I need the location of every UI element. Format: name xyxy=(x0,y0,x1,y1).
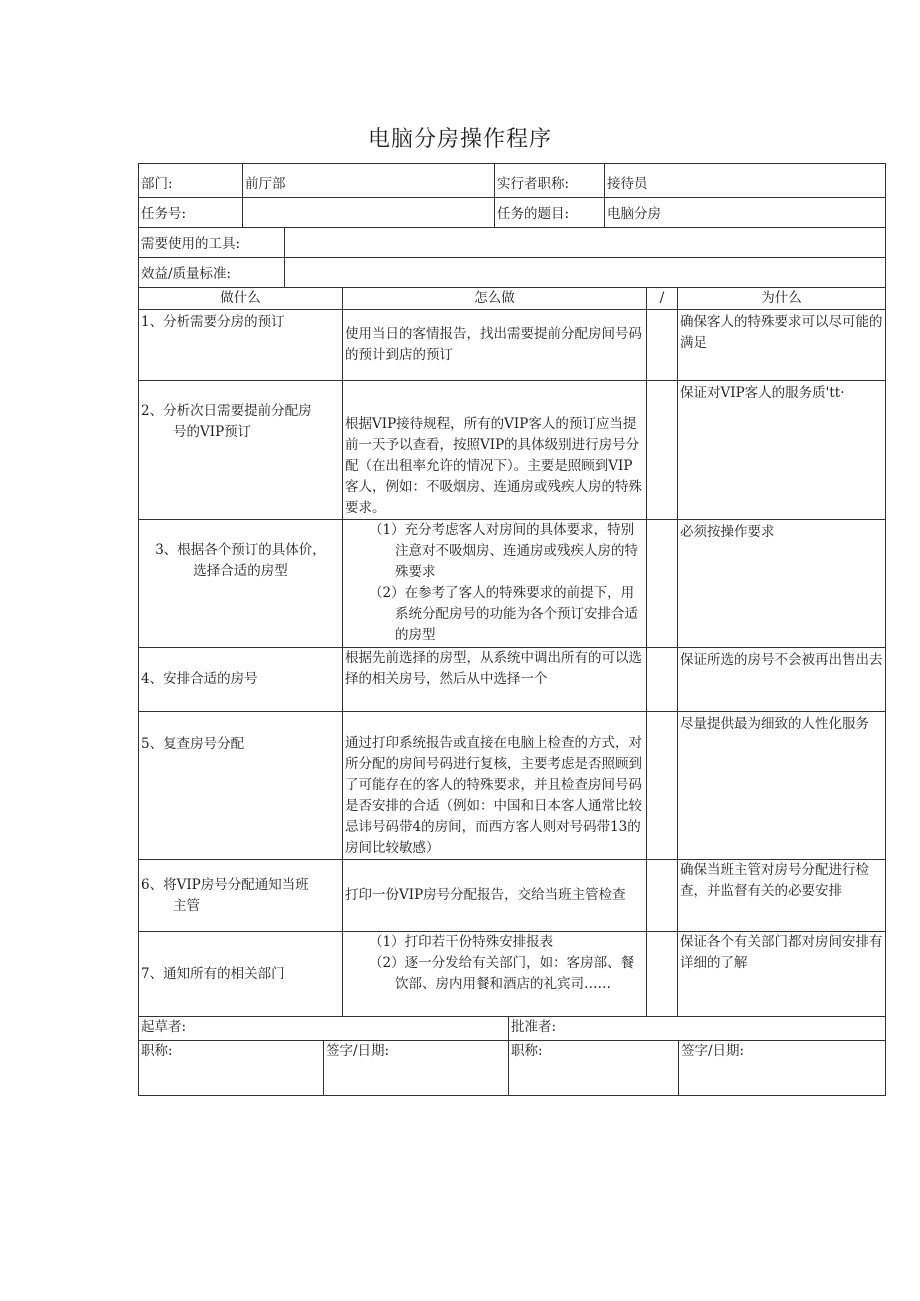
step-row-5 xyxy=(139,712,886,860)
quality-value xyxy=(285,258,886,288)
step-what xyxy=(139,520,343,648)
steps-table xyxy=(138,287,886,1017)
step-what: 1、分析需要分房的预订 xyxy=(139,310,343,381)
step-mark xyxy=(647,520,678,648)
step-how xyxy=(343,932,647,1017)
step-how-item: （2）在参考了客人的特殊要求的前提下，用系统分配房号的功能为各个预订安排合适的房型 xyxy=(369,585,638,643)
page-title: 电脑分房操作程序 xyxy=(367,127,552,152)
step-how-item: （1）充分考虑客人对房间的具体要求，特别注意对不吸烟房、连通房或残疾人房的特殊要求 xyxy=(369,522,638,580)
meta-row-task xyxy=(139,198,886,228)
approver-label: 批准者: xyxy=(509,1017,886,1041)
step-row-4 xyxy=(139,648,886,712)
header-what: 做什么 xyxy=(139,288,343,310)
step-how: 根据VIP接待规程，所有的VIP客人的预订应当提前一天予以查看，按照VIP的具体级别进行房号分配（在出租率允许的情况下）。主要是照顾到VIP客人，例如：不吸烟房、连通房或残疾人房的特殊要求。 xyxy=(343,381,647,520)
meta-row-quality xyxy=(139,258,886,288)
step-row-7 xyxy=(139,932,886,1017)
step-what-line2: 号的VIP预订 xyxy=(173,424,252,440)
step-how: 根据先前选择的房型，从系统中调出所有的可以选择的相关房号，然后从中选择一个 xyxy=(343,648,647,712)
quality-label: 效益/质量标准: xyxy=(139,258,285,288)
role-value: 接待员 xyxy=(605,164,886,198)
step-how: 使用当日的客情报告，找出需要提前分配房间号码的预计到店的预订 xyxy=(343,310,647,381)
sign-label-2: 签字/日期: xyxy=(679,1041,886,1096)
step-row-1 xyxy=(139,310,886,381)
step-what-line1: 3、根据各个预订的具体价， xyxy=(155,542,326,558)
step-mark xyxy=(647,310,678,381)
step-what-line1: 6、将VIP房号分配通知当班 xyxy=(141,876,309,893)
step-why: 尽量提供最为细致的人性化服务 xyxy=(678,712,886,860)
footer-row-drafter xyxy=(139,1017,886,1041)
step-what-line2: 选择合适的房型 xyxy=(193,563,288,579)
step-how: 通过打印系统报告或直接在电脑上检查的方式，对所分配的房间号码进行复核，主要考虑是否照顾到了可能存在的客人的特殊要求，并且检查房间号码是否安排的合适（例如：中国和日本客人通常比较忌讳号码带4的房间，而西方客人则对号码带13的房间比较敏感） xyxy=(343,712,647,860)
task-title-value: 电脑分房 xyxy=(605,198,886,228)
step-mark xyxy=(647,932,678,1017)
meta-row-tools xyxy=(139,228,886,258)
step-what-line1: 2、分析次日需要提前分配房 xyxy=(141,403,312,419)
procedure-sheet xyxy=(138,163,885,1096)
meta-table xyxy=(138,163,886,228)
step-why: 保证对VIP客人的服务质'tt· xyxy=(678,381,886,520)
tools-value xyxy=(285,228,886,258)
step-row-6 xyxy=(139,860,886,932)
step-what xyxy=(139,381,343,520)
step-why: 确保当班主管对房号分配进行检查，并监督有关的必要安排 xyxy=(678,860,886,932)
step-mark xyxy=(647,381,678,520)
drafter-label: 起草者: xyxy=(139,1017,509,1041)
footer-row-sign xyxy=(139,1041,886,1096)
task-no-value xyxy=(243,198,495,228)
header-why: 为什么 xyxy=(678,288,886,310)
step-what-line2: 主管 xyxy=(173,897,200,914)
footer-table xyxy=(138,1016,886,1096)
step-what: 7、通知所有的相关部门 xyxy=(139,932,343,1017)
step-mark xyxy=(647,712,678,860)
step-what: 4、安排合适的房号 xyxy=(139,648,343,712)
step-row-3 xyxy=(139,520,886,648)
steps-header-row xyxy=(139,288,886,310)
meta-table-2 xyxy=(138,227,886,288)
sign-label-1: 签字/日期: xyxy=(324,1041,509,1096)
step-how: 打印一份VIP房号分配报告，交给当班主管检查 xyxy=(343,860,647,932)
dept-value: 前厅部 xyxy=(243,164,495,198)
title-label-2: 职称: xyxy=(509,1041,679,1096)
step-what: 5、复查房号分配 xyxy=(139,712,343,860)
title-label-1: 职称: xyxy=(139,1041,324,1096)
task-title-label: 任务的题目: xyxy=(495,198,605,228)
step-row-2 xyxy=(139,381,886,520)
step-what xyxy=(139,860,343,932)
step-why: 保证所选的房号不会被再出售出去 xyxy=(678,648,886,712)
step-why: 确保客人的特殊要求可以尽可能的满足 xyxy=(678,310,886,381)
step-how-item: （1）打印若干份特殊安排报表 xyxy=(369,934,554,950)
role-label: 实行者职称: xyxy=(495,164,605,198)
step-mark xyxy=(647,648,678,712)
header-how: 怎么做 xyxy=(343,288,647,310)
dept-label: 部门: xyxy=(139,164,243,198)
step-how xyxy=(343,520,647,648)
step-how-item: （2）逐一分发给有关部门，如：客房部、餐饮部、房内用餐和酒店的礼宾司…… xyxy=(369,955,635,992)
meta-row-dept xyxy=(139,164,886,198)
step-why: 必须按操作要求 xyxy=(678,520,886,648)
step-mark xyxy=(647,860,678,932)
tools-label: 需要使用的工具: xyxy=(139,228,285,258)
task-no-label: 任务号: xyxy=(139,198,243,228)
header-mark: / xyxy=(647,288,678,310)
step-why: 保证各个有关部门都对房间安排有详细的了解 xyxy=(678,932,886,1017)
